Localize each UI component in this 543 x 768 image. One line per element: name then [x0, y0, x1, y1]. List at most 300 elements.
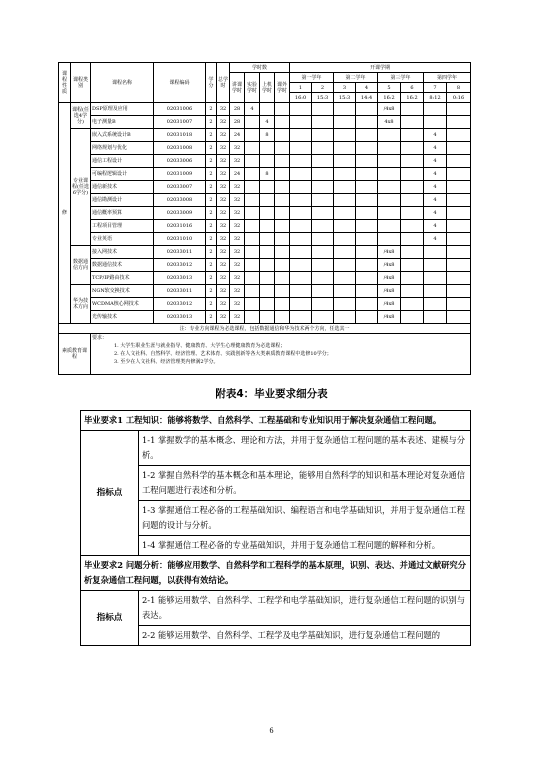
course-computer [260, 298, 275, 311]
course-name: 通信概率预算 [91, 207, 154, 220]
course-total: 32 [217, 103, 230, 116]
course-total: 32 [217, 285, 230, 298]
course-name: 接入网技术 [91, 246, 154, 259]
course-code: 02033011 [154, 285, 206, 298]
course-semester-2 [312, 129, 334, 142]
course-lecture: 32 [230, 207, 245, 220]
course-extra [275, 298, 290, 311]
course-semester-3 [334, 272, 356, 285]
course-semester-6 [401, 298, 424, 311]
course-semester-6 [401, 168, 424, 181]
course-lab [245, 116, 260, 129]
table-row [59, 259, 471, 272]
course-semester-1 [290, 298, 312, 311]
course-semester-3 [334, 168, 356, 181]
course-extra [275, 181, 290, 194]
course-semester-3 [334, 103, 356, 116]
course-total: 32 [217, 220, 230, 233]
course-semester-1 [290, 220, 312, 233]
course-computer [260, 311, 275, 324]
course-semester-4 [356, 181, 378, 194]
course-extra [275, 285, 290, 298]
header-semester-5: 5 [378, 83, 401, 93]
course-name: 网络规划与优化 [91, 142, 154, 155]
course-semester-3 [334, 194, 356, 207]
indicator-label: 指标点 [81, 431, 139, 556]
course-lab [245, 259, 260, 272]
course-name: 工程项目管理 [91, 220, 154, 233]
course-semester-1 [290, 103, 312, 116]
course-credit: 2 [206, 168, 217, 181]
course-semester-5 [378, 181, 401, 194]
table-row [59, 116, 471, 129]
course-semester-7: 4 [424, 220, 447, 233]
course-total: 32 [217, 168, 230, 181]
course-lab [245, 233, 260, 246]
course-credit: 2 [206, 298, 217, 311]
course-name: 通信勘测设计 [91, 194, 154, 207]
course-credit: 2 [206, 246, 217, 259]
appendix-caption: 附表4：毕业要求细分表 [215, 388, 328, 400]
course-lecture: 32 [230, 181, 245, 194]
course-semester-7 [424, 285, 447, 298]
course-credit: 2 [206, 207, 217, 220]
table-row [59, 181, 471, 194]
course-semester-4 [356, 103, 378, 116]
course-lab [245, 272, 260, 285]
course-computer [260, 103, 275, 116]
course-semester-8 [447, 155, 471, 168]
category-quality-education: 素质教育课程 [59, 334, 91, 375]
course-semester-3 [334, 142, 356, 155]
course-semester-7 [424, 272, 447, 285]
course-semester-3 [334, 311, 356, 324]
course-semester-2 [312, 168, 334, 181]
course-credit: 2 [206, 194, 217, 207]
course-credit: 2 [206, 272, 217, 285]
course-semester-5: 4x8 [378, 116, 401, 129]
header-semester-1: 1 [290, 83, 312, 93]
course-computer [260, 272, 275, 285]
course-extra [275, 103, 290, 116]
course-code: 02033011 [154, 246, 206, 259]
course-total: 32 [217, 259, 230, 272]
course-total: 32 [217, 311, 230, 324]
course-lab [245, 285, 260, 298]
table-note-row [59, 324, 471, 334]
course-lab [245, 298, 260, 311]
course-semester-6 [401, 207, 424, 220]
indicator-row [81, 501, 471, 536]
header-weeks-4: 14:4 [356, 93, 378, 103]
course-code: 02031018 [154, 129, 206, 142]
table-row [59, 103, 471, 116]
course-credit: 2 [206, 142, 217, 155]
course-semester-7: 4 [424, 233, 447, 246]
course-semester-8 [447, 272, 471, 285]
quality-item: 1. 大学生职业生涯与就业指导、健康教育、大学生心理健康教育为必选课程； [114, 343, 286, 349]
header-weeks-1: 16:0 [290, 93, 312, 103]
course-semester-5: /4x8 [378, 285, 401, 298]
course-semester-6 [401, 259, 424, 272]
course-extra [275, 116, 290, 129]
course-semester-8 [447, 259, 471, 272]
course-total: 32 [217, 207, 230, 220]
header-lecture-hours: 讲课学时 [230, 73, 245, 103]
table-row [59, 311, 471, 324]
indicator-point: 2-1 能够运用数学、自然科学、工程学和电学基础知识，进行复杂通信工程问题的识别与表达。 [139, 591, 471, 626]
header-extra-hours: 课外学时 [275, 73, 290, 103]
course-semester-5: /4x8 [378, 259, 401, 272]
course-semester-2 [312, 285, 334, 298]
quality-item: 2. 在人文社科、自然科学、经济管理、艺术体育、实践创新等各大类素质教育课程中选修10学分； [114, 351, 332, 357]
course-semester-4 [356, 168, 378, 181]
course-semester-3 [334, 233, 356, 246]
header-semester-6: 6 [401, 83, 424, 93]
course-semester-2 [312, 298, 334, 311]
course-total: 32 [217, 142, 230, 155]
course-name: 光传输技术 [91, 311, 154, 324]
indicator-row [81, 536, 471, 556]
course-semester-4 [356, 142, 378, 155]
course-lab [245, 142, 260, 155]
course-name: 电子测量B [91, 116, 154, 129]
course-semester-6 [401, 116, 424, 129]
header-year-2: 第二学年 [334, 73, 378, 83]
course-semester-7: 4 [424, 194, 447, 207]
requirement-header-row [81, 556, 471, 591]
indicator-row [81, 431, 471, 466]
course-total: 32 [217, 298, 230, 311]
course-lecture: 32 [230, 220, 245, 233]
header-weeks-2: 15:3 [312, 93, 334, 103]
indicator-point: 1-2 掌握自然科学的基本概念和基本理论，能够用自然科学的知识和基本理论对复杂通信工程问题进行表述和分析。 [139, 466, 471, 501]
course-extra [275, 233, 290, 246]
table-row [59, 207, 471, 220]
course-semester-3 [334, 298, 356, 311]
course-name: 通信工程设计 [91, 155, 154, 168]
course-semester-5 [378, 207, 401, 220]
course-lecture: 32 [230, 285, 245, 298]
course-semester-7: 4 [424, 181, 447, 194]
course-semester-5 [378, 220, 401, 233]
course-credit: 2 [206, 285, 217, 298]
course-total: 32 [217, 181, 230, 194]
course-semester-5 [378, 142, 401, 155]
course-semester-2 [312, 272, 334, 285]
course-lecture: 24 [230, 129, 245, 142]
table-row [59, 129, 471, 142]
course-semester-4 [356, 155, 378, 168]
course-total: 32 [217, 233, 230, 246]
course-computer [260, 233, 275, 246]
course-computer [260, 155, 275, 168]
requirement-title: 毕业要求1 工程知识：能够将数学、自然科学、工程基础和专业知识用于解决复杂通信工程问题。 [81, 411, 471, 431]
course-semester-8 [447, 285, 471, 298]
header-semester-group: 开课学期 [290, 63, 471, 73]
course-semester-4 [356, 246, 378, 259]
course-lab [245, 311, 260, 324]
course-name: 专业英语 [91, 233, 154, 246]
header-course-code: 课程编码 [154, 63, 206, 103]
course-semester-2 [312, 259, 334, 272]
course-lab: 4 [245, 103, 260, 116]
course-semester-6 [401, 155, 424, 168]
course-semester-4 [356, 272, 378, 285]
page-number: 6 [269, 726, 274, 735]
course-name: 嵌入式系统设计B [91, 129, 154, 142]
course-semester-6 [401, 129, 424, 142]
course-semester-1 [290, 311, 312, 324]
category-major-6: 专业课程(任选6学分) [71, 129, 91, 246]
course-lecture: 24 [230, 168, 245, 181]
header-course-nature: 课程性质 [59, 63, 71, 103]
course-semester-5 [378, 168, 401, 181]
course-lab [245, 207, 260, 220]
course-semester-4 [356, 233, 378, 246]
course-semester-4 [356, 129, 378, 142]
course-semester-5: /4x8 [378, 246, 401, 259]
course-lab [245, 181, 260, 194]
course-total: 32 [217, 272, 230, 285]
header-year-4: 第四学年 [424, 73, 471, 83]
course-total: 32 [217, 155, 230, 168]
header-semester-7: 7 [424, 83, 447, 93]
table-row [59, 194, 471, 207]
indicator-point: 1-4 掌握通信工程必备的专业基础知识，并用于复杂通信工程问题的解释和分析。 [139, 536, 471, 556]
course-extra [275, 155, 290, 168]
course-code: 02031006 [154, 103, 206, 116]
header-weeks-3: 15:3 [334, 93, 356, 103]
course-semester-2 [312, 233, 334, 246]
course-code: 02033012 [154, 259, 206, 272]
course-semester-8 [447, 311, 471, 324]
indicator-row [81, 466, 471, 501]
header-hours-group: 学时数 [230, 63, 290, 73]
course-semester-6 [401, 246, 424, 259]
header-course-name: 课程名称 [91, 63, 154, 103]
quality-requirements [91, 334, 471, 375]
course-semester-2 [312, 220, 334, 233]
category-elective-4: 课程(任选4学分) [71, 103, 91, 129]
course-extra [275, 272, 290, 285]
course-semester-1 [290, 129, 312, 142]
course-semester-7 [424, 311, 447, 324]
course-credit: 2 [206, 129, 217, 142]
course-semester-8 [447, 194, 471, 207]
header-semester-4: 4 [356, 83, 378, 93]
course-semester-7: 4 [424, 207, 447, 220]
course-computer [260, 181, 275, 194]
course-lecture: 32 [230, 272, 245, 285]
course-semester-4 [356, 298, 378, 311]
course-semester-1 [290, 259, 312, 272]
course-lecture: 28 [230, 116, 245, 129]
header-semester-2: 2 [312, 83, 334, 93]
course-name: 通信新技术 [91, 181, 154, 194]
course-semester-7: 4 [424, 168, 447, 181]
course-semester-5 [378, 129, 401, 142]
course-semester-2 [312, 142, 334, 155]
category-data-direction: 数据通信方向 [71, 246, 91, 285]
course-semester-3 [334, 116, 356, 129]
course-semester-1 [290, 207, 312, 220]
course-semester-4 [356, 207, 378, 220]
course-extra [275, 311, 290, 324]
course-computer [260, 246, 275, 259]
course-semester-4 [356, 116, 378, 129]
course-computer [260, 259, 275, 272]
course-semester-7 [424, 116, 447, 129]
course-semester-4 [356, 285, 378, 298]
course-semester-8 [447, 116, 471, 129]
course-extra [275, 220, 290, 233]
course-semester-2 [312, 207, 334, 220]
course-total: 32 [217, 129, 230, 142]
course-name: TCP/IP路由技术 [91, 272, 154, 285]
course-semester-3 [334, 285, 356, 298]
header-year-3: 第三学年 [378, 73, 424, 83]
course-extra [275, 194, 290, 207]
course-code: 02033012 [154, 298, 206, 311]
course-semester-8 [447, 181, 471, 194]
course-total: 32 [217, 246, 230, 259]
course-semester-2 [312, 155, 334, 168]
course-credit: 2 [206, 116, 217, 129]
course-credit: 2 [206, 259, 217, 272]
course-semester-3 [334, 181, 356, 194]
course-semester-1 [290, 233, 312, 246]
course-name: 可编程逻辑设计 [91, 168, 154, 181]
course-lab [245, 194, 260, 207]
course-computer [260, 220, 275, 233]
course-code: 02033007 [154, 181, 206, 194]
course-semester-4 [356, 259, 378, 272]
course-credit: 2 [206, 233, 217, 246]
course-extra [275, 207, 290, 220]
course-credit: 2 [206, 220, 217, 233]
course-semester-1 [290, 181, 312, 194]
table-row [59, 142, 471, 155]
course-semester-6 [401, 285, 424, 298]
table-row [59, 272, 471, 285]
course-semester-7 [424, 246, 447, 259]
course-semester-6 [401, 233, 424, 246]
course-semester-6 [401, 103, 424, 116]
course-code: 02033009 [154, 207, 206, 220]
header-weeks-5: 16:2 [378, 93, 401, 103]
course-semester-8 [447, 103, 471, 116]
course-semester-6 [401, 311, 424, 324]
course-name: DSP原理及应用 [91, 103, 154, 116]
course-semester-3 [334, 246, 356, 259]
course-code: 02031010 [154, 233, 206, 246]
course-code: 02033006 [154, 155, 206, 168]
course-semester-7: 4 [424, 155, 447, 168]
course-semester-7 [424, 298, 447, 311]
course-semester-5 [378, 194, 401, 207]
course-semester-2 [312, 246, 334, 259]
course-computer: 4 [260, 116, 275, 129]
course-semester-6 [401, 142, 424, 155]
course-plan-table [58, 62, 471, 375]
table-row [59, 168, 471, 181]
course-code: 02031008 [154, 142, 206, 155]
course-code: 02031007 [154, 116, 206, 129]
course-semester-4 [356, 311, 378, 324]
course-lab [245, 168, 260, 181]
course-extra [275, 259, 290, 272]
graduation-requirements-table [80, 410, 471, 646]
course-name: NGN软交换技术 [91, 285, 154, 298]
header-credit: 学分 [206, 63, 217, 103]
course-lab [245, 129, 260, 142]
course-code: 02033008 [154, 194, 206, 207]
course-code: 02031009 [154, 168, 206, 181]
category-huawei-direction: 华为技术方向 [71, 285, 91, 324]
table-row [59, 298, 471, 311]
header-weeks-7: 8:12 [424, 93, 447, 103]
table-row [59, 285, 471, 298]
course-semester-8 [447, 129, 471, 142]
indicator-label: 指标点 [81, 591, 139, 646]
course-semester-6 [401, 194, 424, 207]
course-semester-8 [447, 246, 471, 259]
course-semester-7: 4 [424, 129, 447, 142]
course-semester-8 [447, 233, 471, 246]
course-total: 32 [217, 194, 230, 207]
course-lecture: 32 [230, 194, 245, 207]
course-semester-8 [447, 207, 471, 220]
course-semester-2 [312, 194, 334, 207]
course-computer [260, 285, 275, 298]
course-lab [245, 246, 260, 259]
course-semester-3 [334, 207, 356, 220]
course-semester-7 [424, 103, 447, 116]
course-semester-3 [334, 129, 356, 142]
course-lab [245, 155, 260, 168]
course-credit: 2 [206, 103, 217, 116]
course-semester-1 [290, 272, 312, 285]
course-total: 32 [217, 116, 230, 129]
course-semester-1 [290, 155, 312, 168]
course-extra [275, 142, 290, 155]
indicator-point: 2-2 能够运用数学、自然科学、工程学及电学基础知识，进行复杂通信工程问题的 [139, 626, 471, 646]
direction-note: 注：专业方向课程为必选课程，包括数据通信和华为技术两个方向，任选其一 [59, 324, 471, 334]
course-lecture: 32 [230, 311, 245, 324]
header-year-1: 第一学年 [290, 73, 334, 83]
course-semester-7: 4 [424, 142, 447, 155]
course-computer: 8 [260, 129, 275, 142]
course-name: WCDMA核心网技术 [91, 298, 154, 311]
course-lecture: 28 [230, 103, 245, 116]
course-semester-8 [447, 168, 471, 181]
course-semester-1 [290, 194, 312, 207]
course-computer [260, 142, 275, 155]
course-semester-1 [290, 142, 312, 155]
course-semester-7 [424, 259, 447, 272]
header-semester-3: 3 [334, 83, 356, 93]
course-lecture: 32 [230, 233, 245, 246]
course-semester-1 [290, 285, 312, 298]
course-lecture: 32 [230, 298, 245, 311]
header-weeks-6: 16:2 [401, 93, 424, 103]
course-lab [245, 220, 260, 233]
indicator-row [81, 626, 471, 646]
course-semester-2 [312, 103, 334, 116]
requirement-title: 毕业要求2 问题分析：能够应用数学、自然科学和工程科学的基本原理，识别、表达、并通过文献研究分析复杂通信工程问题，以获得有效结论。 [81, 556, 471, 591]
course-computer [260, 207, 275, 220]
